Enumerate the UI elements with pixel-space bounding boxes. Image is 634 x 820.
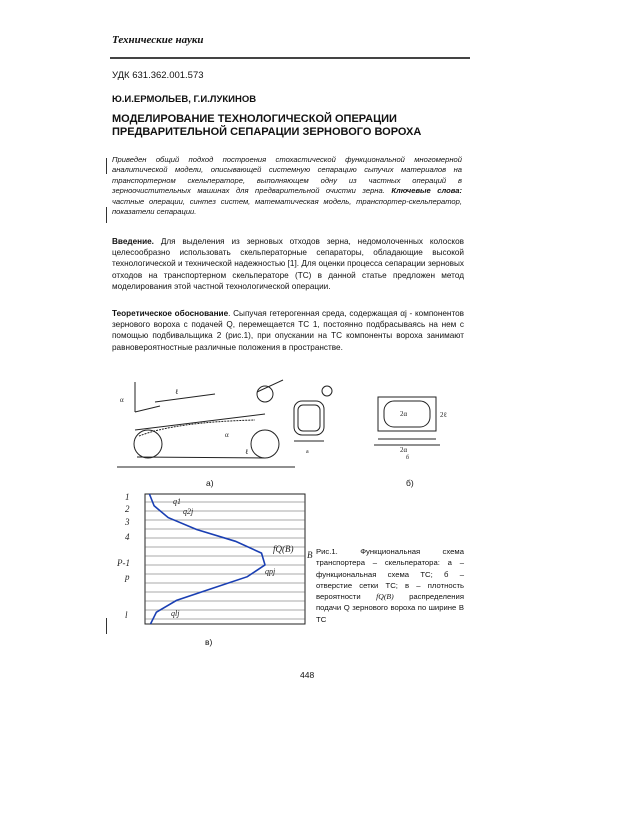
q-label-1: q1: [173, 497, 181, 506]
theory-paragraph: [112, 308, 464, 353]
conveyor-schematic: [115, 372, 297, 474]
intro-label: Введение.: [112, 237, 154, 246]
b-axis-label: B: [307, 550, 313, 560]
row-label: l: [125, 610, 128, 620]
margin-bar: [106, 158, 107, 174]
sieve-opening-a: [282, 385, 338, 455]
svg-text:2α: 2α: [400, 410, 408, 418]
sub-label-a: а: [306, 449, 309, 455]
row-label: P-1: [117, 558, 130, 568]
q-label-l: qlj: [171, 609, 180, 618]
keywords-label: Ключевые слова:: [391, 186, 462, 196]
header-rule: [110, 57, 470, 59]
svg-text:2α: 2α: [400, 446, 408, 454]
sieve-opening-b: [370, 383, 456, 459]
intro-paragraph: [112, 236, 464, 292]
figure-label-b: б): [406, 478, 414, 488]
row-label: 2: [125, 504, 130, 514]
row-label: 4: [125, 532, 130, 542]
keywords: частные операции, синтез систем, математическая модель, транспортер-скельператор, показатели сепарации.: [112, 196, 462, 217]
row-label: 3: [125, 517, 130, 527]
article-title: МОДЕЛИРОВАНИЕ ТЕХНОЛОГИЧЕСКОЙ ОПЕРАЦИИ ПРЕДВАРИТЕЛЬНОЙ СЕПАРАЦИИ ЗЕРНОВОГО ВОРОХА: [112, 113, 422, 138]
caption-text-2: распределения подачи Q зернового вороха по ширине В ТС: [316, 592, 465, 624]
svg-text:α: α: [225, 431, 229, 439]
journal-header: Технические науки: [112, 34, 204, 46]
sub-label-b: б: [406, 455, 410, 459]
f-label: fQ(B): [273, 544, 294, 554]
figure-label-a: а): [206, 478, 214, 488]
intro-text: Для выделения из зерновых отходов зерна, недомолоченных колосков целесообразно использовать скельператорные сепараторы, обладающие высокой технологической и технической надежностью [1]. Для оценки процесса сепарации зерновых отходов на транспортерном скельператоре (ТС) в данной статье предложен метод моделирования этой частной технологической операции.: [112, 237, 464, 291]
udk-code: УДК 631.362.001.573: [112, 70, 204, 81]
distribution-chart: [115, 488, 315, 630]
row-label: 1: [125, 492, 130, 502]
svg-text:2ℓ: 2ℓ: [440, 411, 447, 419]
abstract-text: Приведен общий подход построения стохастической функциональной многомерной аналитической модели, описывающей системную сепарацию сыпучих материалов на транспортерном скельператоре, выполняющем одну из частных операций в зерноочистительных машинах для предварительной очистки зерна.: [112, 155, 462, 196]
q-label-p: qpj: [265, 567, 276, 576]
abstract: [112, 155, 462, 217]
theory-label: Теоретическое обоснование: [112, 309, 229, 318]
svg-text:ℓ: ℓ: [245, 448, 249, 456]
theory-text: . Сыпучая гетерогенная среда, содержащая αj - компонентов зернового вороха с подачей Q, перемещается ТС 1, постоянно подбрасываясь на нем с помощью подбивальщика 2 (рис.1), при опускании на ТС компоненты вороха занимают равновероятностные различные положения в пространстве.: [112, 309, 465, 352]
svg-text:α: α: [120, 396, 124, 404]
figure-caption: [316, 546, 464, 625]
margin-bar: [106, 207, 107, 223]
q-label-2: q2j: [183, 507, 194, 516]
figure-label-v: в): [205, 637, 213, 647]
svg-text:ℓ: ℓ: [175, 388, 179, 396]
caption-text: Рис.1. Функциональная схема транспортера – скельператора: а – функциональная схема ТС; б – отверстие сетки ТС; в – плотность вероятности: [316, 547, 464, 602]
authors: Ю.И.ЕРМОЛЬЕВ, Г.И.ЛУКИНОВ: [112, 94, 257, 105]
margin-bar: [106, 618, 107, 634]
page-number: 448: [300, 670, 315, 680]
row-label: p: [125, 572, 130, 582]
caption-formula: fQ(B): [376, 592, 394, 602]
density-curve: [149, 494, 265, 624]
